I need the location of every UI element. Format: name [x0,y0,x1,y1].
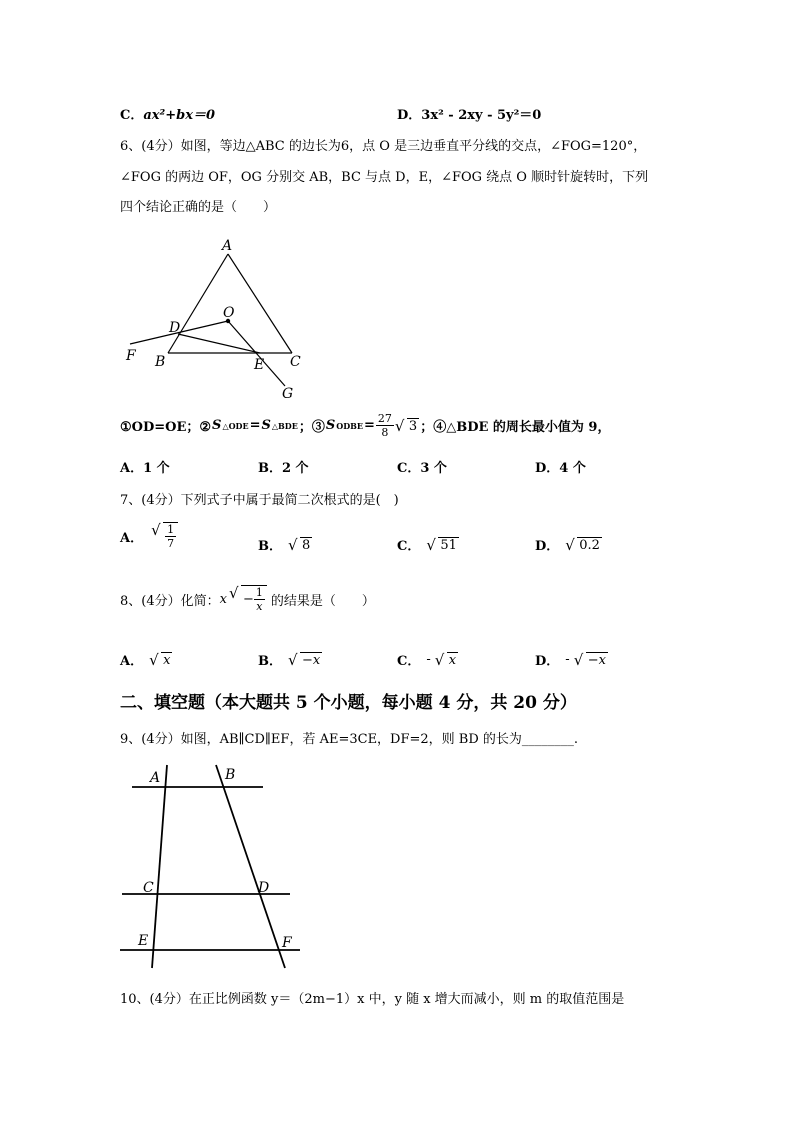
q6-label-b: B [155,354,166,370]
q5-option-d-label: D． [397,108,422,123]
q6-conclusion-3-prefix: ；③ [298,420,325,435]
q8-option-d-radicand: −x [587,652,606,668]
q6-stem-line2: ∠FOG 的两边 OF，OG 分别交 AB，BC 与点 D，E，∠FOG 绕点 O 顺时针旋转时，下列 [120,170,649,185]
q8-stem-prefix: 8、(4分）化简： [120,593,220,609]
q6-option-b: B．2 个 [258,461,309,476]
q6-label-e: E [254,357,265,373]
q6-sqrt3-radicand: 3 [408,418,418,434]
q9-transversal-bf [216,765,285,968]
q6-fraction-num: 27 [377,412,392,425]
q5-option-d-text: 3x² - 2xy - 5y²＝0 [421,108,542,123]
q7-option-a-label: A． [120,530,144,546]
q6-stem-line1: 6、(4分）如图，等边△ABC 的边长为6，点 O 是三边垂直平分线的交点，∠FOG=120°， [120,139,647,154]
q5-option-d [397,104,541,123]
q8-den: x [256,600,263,613]
q5-option-c-text: ax²+bx＝0 [143,108,216,123]
q7-option-c-radicand: 51 [440,537,457,553]
q6-area-sub-1: △ODE [222,420,249,431]
q7-option-a [120,522,178,550]
q9-transversal-ae [152,765,167,968]
section-heading: 二、填空题（本大题共 5 个小题，每小题 4 分，共 20 分） [120,693,577,713]
q5-option-c [120,104,215,123]
q8-option-d-sqrt [574,652,608,668]
q7-option-b-radicand: 8 [302,537,311,553]
q7-option-b-label: B． [258,539,282,554]
q6-sqrt3 [395,418,419,434]
q8-option-c-label: C． [397,654,421,669]
q7-option-d-radicand: 0.2 [579,537,600,553]
q8-option-a-radicand: x [163,652,171,668]
q8-option-a [120,650,172,669]
q10-stem: 10、(4分）在正比例函数 y＝（2m−1）x 中，y 随 x 增大而减小，则 m 的取值范围是 [120,992,625,1007]
q6-option-c: C．3 个 [397,461,447,476]
q6-conclusion-4: ；④△BDE 的周长最小值为 9， [420,420,611,435]
q6-area-symbol-2: S [261,418,271,433]
q6-label-d: D [169,320,181,336]
q6-label-c: C [290,354,301,370]
q6-triangle-figure [120,236,320,401]
q8-option-c [397,650,458,669]
q8-option-b-sqrt [288,652,322,668]
q9-label-a: A [150,770,161,786]
q7-option-a-den: 7 [167,537,175,550]
q6-area-symbol-3: S [325,418,336,433]
q8-x: x [219,591,227,607]
q6-label-f: F [126,348,136,364]
q6-fraction-den: 8 [381,426,389,439]
q6-conclusions [120,412,610,439]
q6-area-sub-2: △BDE [271,420,298,431]
q9-label-d: D [258,880,270,896]
q6-label-a: A [222,238,233,254]
q8-option-c-neg: - [426,652,431,667]
q7-option-a-sqrt [151,522,178,550]
q8-option-d-neg: - [565,652,570,667]
q9-label-b: B [225,767,236,783]
q7-option-a-num: √ 1 [167,523,175,536]
q8-option-c-sqrt [435,652,458,668]
q6-conclusion-1: ①OD=OE；② [120,420,212,435]
q6-label-o: O [223,305,235,321]
q8-num: 1 [255,586,263,599]
q8-neg: − [242,592,254,607]
q6-option-d: D．4 个 [535,461,586,476]
q6-equals-2: = [364,418,375,433]
q6-area-sub-3: ODBE [336,420,364,431]
q7-option-c-label: C． [397,539,421,554]
q6-area-symbol-1: S [212,418,222,433]
q8-option-b-radicand: −x [302,652,321,668]
q7-option-c [397,535,459,554]
q6-fraction [376,412,394,439]
q6-stem-line3: 四个结论正确的是（ ） [120,200,277,215]
q6-label-g: G [282,386,294,401]
q6-equals-1: = [249,418,261,433]
q8-stem [120,585,375,613]
q5-option-c-label: C． [120,108,144,123]
q7-stem: 7、(4分）下列式子中属于最简二次根式的是( ) [120,493,399,508]
q8-option-d [535,650,608,669]
q9-label-c: C [143,880,154,896]
q7-option-b-sqrt [288,537,312,553]
q6-option-a: A．1 个 [120,461,170,476]
q8-stem-suffix: 的结果是（ ） [270,593,375,609]
q7-option-d-sqrt [565,537,602,553]
q8-option-d-label: D． [535,654,560,669]
q8-option-a-sqrt [149,652,172,668]
q7-option-c-sqrt [426,537,459,553]
q8-option-b [258,650,322,669]
q8-option-a-label: A． [120,654,144,669]
q8-sqrt [229,585,267,613]
q7-option-b [258,535,312,554]
q9-label-e: E [138,933,149,949]
q7-option-d-label: D． [535,539,560,554]
q6-side-ac [228,254,292,353]
q9-label-f: F [282,935,292,951]
q8-option-c-radicand: x [448,652,457,668]
q7-option-d [535,535,602,554]
q8-option-b-label: B． [258,654,282,669]
q9-stem: 9、(4分）如图，AB∥CD∥EF，若 AE=3CE，DF=2，则 BD 的长为________. [120,732,579,747]
q9-parallel-lines-figure [120,760,320,975]
